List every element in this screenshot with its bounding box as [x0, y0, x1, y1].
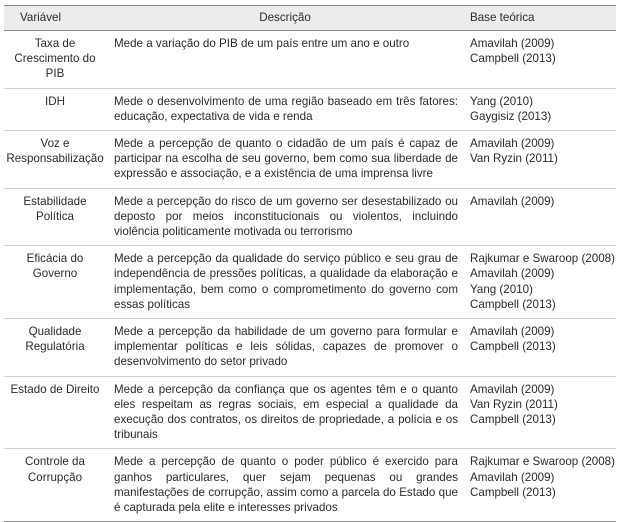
cell-descricao: Mede o desenvolvimento de uma região baseado em três fatores: educação, expectativa de vida e renda: [106, 88, 464, 130]
reference-item: Amavilah (2009): [470, 470, 555, 484]
table-row: [4, 131, 616, 189]
cell-base-teorica: [464, 319, 616, 377]
reference-item: Amavilah (2009): [470, 267, 555, 281]
cell-variavel: Controle da Corrupção: [4, 449, 106, 522]
reference-item: Yang (2010): [470, 282, 533, 296]
table-row: [4, 188, 616, 246]
cell-variavel: Qualidade Regulatória: [4, 319, 106, 377]
reference-item: Amavilah (2009): [470, 325, 555, 339]
cell-base-teorica: [464, 188, 616, 246]
cell-descricao: Mede a percepção do risco de um governo ser desestabilizado ou deposto por meios inconstitucionais ou violentos, incluindo violência politicamente motivada ou terrorismo: [106, 188, 464, 246]
cell-descricao: Mede a variação do PIB de um país entre um ano e outro: [106, 31, 464, 89]
cell-descricao: Mede a percepção de quanto o poder público é exercido para ganhos particulares, quer sejam pequenas ou grandes manifestações de corrupção, assim como a parcela do Estado que é capturada pela elite e interesses privados: [106, 449, 464, 522]
reference-item: Yang (2010): [470, 94, 533, 108]
table-row: [4, 319, 616, 377]
reference-item: Campbell (2013): [470, 340, 556, 354]
cell-variavel: IDH: [4, 88, 106, 130]
cell-descricao: Mede a percepção da confiança que os agentes têm e o quanto eles respeitam as regras sociais, em especial a qualidade da execução dos contratos, os direitos de propriedade, a polícia e os tribunais: [106, 376, 464, 449]
reference-item: Rajkumar e Swaroop (2008): [470, 252, 615, 266]
reference-item: Rajkumar e Swaroop (2008): [470, 455, 615, 469]
table-header: [4, 6, 616, 31]
cell-base-teorica: [464, 246, 616, 319]
cell-variavel: Voz e Responsabilização: [4, 131, 106, 189]
table-body: [4, 31, 616, 522]
reference-item: Amavilah (2009): [470, 194, 555, 208]
cell-variavel: Eficácia do Governo: [4, 246, 106, 319]
cell-descricao: Mede a percepção da qualidade do serviço público e seu grau de independência de pressões políticas, a qualidade da elaboração e implementação, bem como o comprometimento do governo com essas políticas: [106, 246, 464, 319]
cell-variavel: Estabilidade Política: [4, 188, 106, 246]
reference-item: Campbell (2013): [470, 52, 556, 66]
cell-base-teorica: [464, 449, 616, 522]
reference-item: Amavilah (2009): [470, 137, 555, 151]
cell-descricao: Mede a percepção de quanto o cidadão de um país é capaz de participar na escolha de seu governo, bem como sua liberdade de expressão e associação, e a existência de uma imprensa livre: [106, 131, 464, 189]
reference-item: Amavilah (2009): [470, 37, 555, 50]
reference-item: Campbell (2013): [470, 413, 556, 427]
cell-base-teorica: [464, 131, 616, 189]
cell-descricao: Mede a percepção da habilidade de um governo para formular e implementar políticas e leis sólidas, capazes de promover o desenvolvimento do setor privado: [106, 319, 464, 377]
table-row: [4, 449, 616, 522]
cell-base-teorica: [464, 376, 616, 449]
header-base-teorica: Base teórica: [464, 6, 616, 31]
reference-item: Campbell (2013): [470, 485, 556, 499]
table-row: [4, 31, 616, 89]
variables-table: [4, 5, 616, 522]
table-row: [4, 376, 616, 449]
cell-variavel: Taxa de Crescimento do PIB: [4, 31, 106, 89]
reference-item: Gaygisiz (2013): [470, 109, 552, 123]
cell-base-teorica: [464, 31, 616, 89]
reference-item: Campbell (2013): [470, 297, 556, 311]
header-descricao: Descrição: [106, 6, 464, 31]
reference-item: Van Ryzin (2011): [470, 397, 558, 411]
cell-variavel: Estado de Direito: [4, 376, 106, 449]
header-row: [4, 6, 616, 31]
reference-item: Amavilah (2009): [470, 382, 555, 396]
reference-item: Van Ryzin (2011): [470, 152, 558, 166]
cell-base-teorica: [464, 88, 616, 130]
header-variavel: Variável: [4, 6, 106, 31]
table-row: [4, 88, 616, 130]
table-row: [4, 246, 616, 319]
